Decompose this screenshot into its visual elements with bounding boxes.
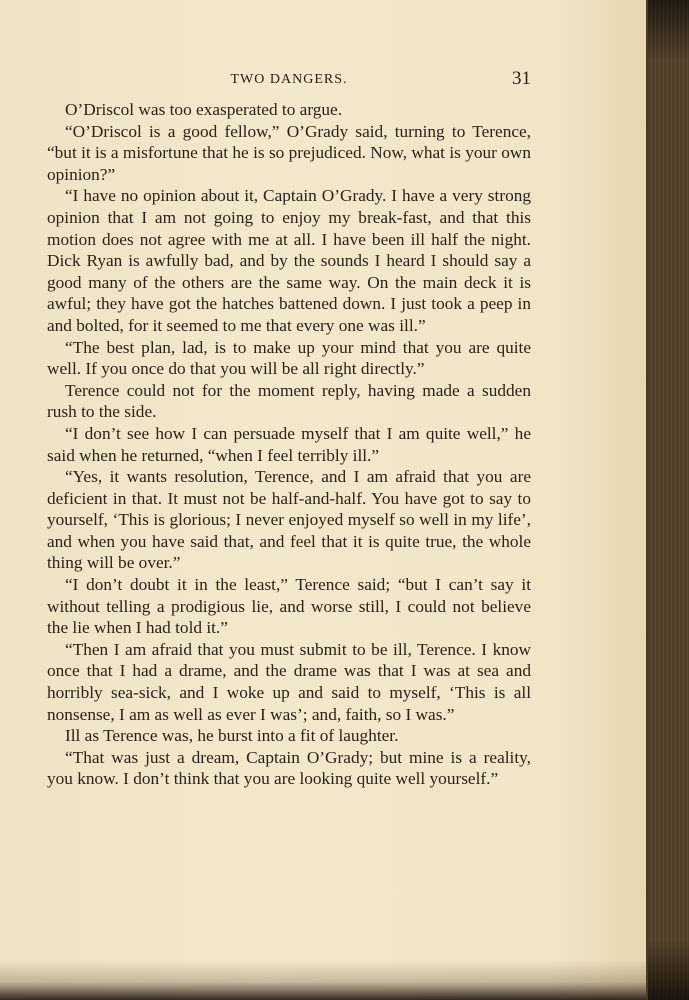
paragraph: “That was just a dream, Captain O’Grady; but mine is a reality, you know. I don’t think that you are looking quite well yourself.”: [47, 747, 531, 789]
paragraph: “I don’t doubt it in the least,” Terence said; “but I can’t say it without telling a prodigious lie, and worse still, I could not believe the lie when I had told it.”: [47, 575, 531, 638]
paragraph: “Then I am afraid that you must submit to be ill, Terence. I know once that I had a drame, and the drame was that I was at sea and horribly sea-sick, and I woke up and said to myself, ‘This is all nonsense, I am as well as ever I was’; and, faith, so I was.”: [47, 639, 531, 724]
paragraph: “O’Driscol is a good fellow,” O’Grady said, turning to Terence, “but it is a misfortune that he is so prejudiced. Now, what is your own opinion?”: [47, 121, 531, 184]
paragraph: “I don’t see how I can persuade myself that I am quite well,” he said when he returned, “when I feel terribly ill.”: [47, 423, 531, 465]
paragraph: “I have no opinion about it, Captain O’Grady. I have a very strong opinion that I am not going to enjoy my break-fast, and that this motion does not agree with me at all. I have been ill half the night. Dick Ryan is awfully bad, and by the sounds I heard I should say a good many of the others are the same way. On the main deck it is awful; they have got the hatches battened down. I just took a peep in and bolted, for it seemed to me that every one was ill.”: [47, 186, 531, 335]
book-page-edges: [646, 0, 689, 1000]
paragraph: Ill as Terence was, he burst into a fit of laughter.: [65, 726, 399, 746]
page-bottom-shadow: [0, 960, 648, 1000]
page-number: 31: [512, 68, 531, 89]
page-header: [47, 68, 531, 92]
edge-shade: [648, 0, 689, 1000]
paragraph: “The best plan, lad, is to make up your mind that you are quite well. If you once do that you will be all right directly.”: [47, 337, 531, 379]
running-head: TWO DANGERS.: [230, 72, 348, 87]
paragraph: O’Driscol was too exasperated to argue.: [65, 100, 343, 119]
body-text: [47, 99, 531, 790]
paragraph: Terence could not for the moment reply, having made a sudden rush to the side.: [47, 380, 531, 422]
paragraph: “Yes, it wants resolution, Terence, and I am afraid that you are deficient in that. It must not be half-and-half. You have got to say to yourself, ‘This is glorious; I never enjoyed myself so well in my life’, and when you have said that, and feel that it is quite true, the whole thing will be over.”: [47, 467, 531, 573]
